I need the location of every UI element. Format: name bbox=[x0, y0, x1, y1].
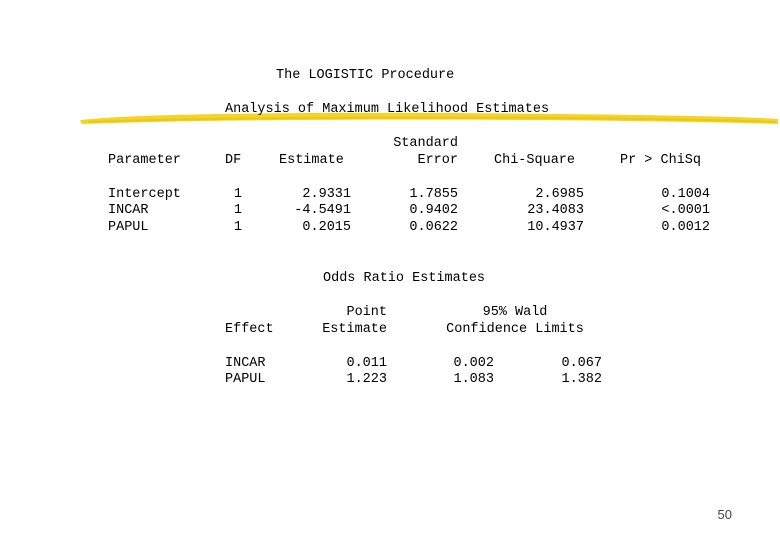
odds-cell-effect: PAPUL bbox=[225, 372, 266, 387]
mle-cell-parameter: Intercept bbox=[108, 187, 181, 202]
mle-cell-chi-square: 10.4937 bbox=[527, 220, 584, 235]
odds-cell-lower: 1.083 bbox=[453, 372, 494, 387]
header-estimate: Estimate bbox=[279, 153, 344, 168]
mle-cell-pr-chisq: <.0001 bbox=[661, 203, 710, 218]
odds-cell-point: 1.223 bbox=[346, 372, 387, 387]
odds-cell-point: 0.011 bbox=[346, 356, 387, 371]
header-pr-chisq: Pr > ChiSq bbox=[620, 153, 702, 168]
odds-section-title: Odds Ratio Estimates bbox=[323, 271, 486, 286]
mle-cell-chi-square: 2.6985 bbox=[535, 187, 584, 202]
header-std-error-line2: Error bbox=[417, 153, 458, 168]
odds-cell-effect: INCAR bbox=[225, 356, 266, 371]
odds-cell-upper: 1.382 bbox=[561, 372, 602, 387]
header-point-line2: Estimate bbox=[322, 322, 387, 337]
mle-cell-parameter: PAPUL bbox=[108, 220, 149, 235]
mle-cell-df: 1 bbox=[233, 220, 242, 235]
mle-cell-estimate: 0.2015 bbox=[302, 220, 351, 235]
odds-cell-lower: 0.002 bbox=[453, 356, 494, 371]
mle-cell-std-error: 1.7855 bbox=[409, 187, 458, 202]
mle-cell-std-error: 0.0622 bbox=[409, 220, 458, 235]
header-parameter: Parameter bbox=[108, 153, 181, 168]
mle-cell-df: 1 bbox=[233, 187, 242, 202]
mle-cell-df: 1 bbox=[233, 203, 242, 218]
header-ci-line2: Confidence Limits bbox=[446, 322, 584, 337]
mle-cell-estimate: -4.5491 bbox=[294, 203, 351, 218]
header-point-line1: Point bbox=[346, 305, 387, 320]
header-df: DF bbox=[225, 153, 242, 168]
header-std-error-line1: Standard bbox=[393, 136, 458, 151]
mle-cell-parameter: INCAR bbox=[108, 203, 149, 218]
odds-cell-upper: 0.067 bbox=[561, 356, 602, 371]
mle-cell-chi-square: 23.4083 bbox=[527, 203, 584, 218]
page-number: 50 bbox=[717, 507, 732, 522]
header-ci-line1: 95% Wald bbox=[482, 305, 548, 320]
mle-section-title: Analysis of Maximum Likelihood Estimates bbox=[225, 102, 550, 117]
header-chi-square: Chi-Square bbox=[494, 153, 576, 168]
mle-cell-pr-chisq: 0.1004 bbox=[661, 187, 710, 202]
procedure-title: The LOGISTIC Procedure bbox=[276, 68, 455, 83]
mle-cell-std-error: 0.9402 bbox=[409, 203, 458, 218]
header-effect: Effect bbox=[225, 322, 274, 337]
mle-cell-pr-chisq: 0.0012 bbox=[661, 220, 710, 235]
mle-cell-estimate: 2.9331 bbox=[302, 187, 351, 202]
